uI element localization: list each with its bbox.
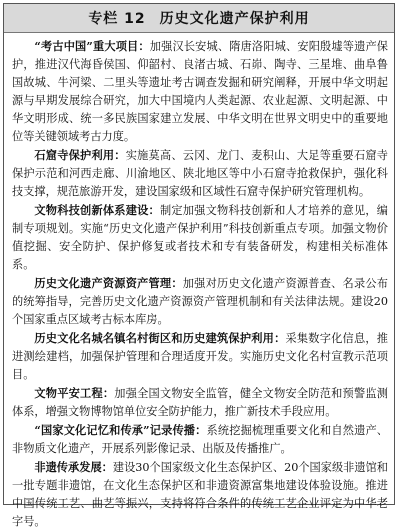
paragraph-text: 实施莫高、云冈、龙门、麦积山、大足等重要石窟寺保护示范和河西走廊、川渝地区、陕北地区等中小石窟寺抢救保护，强化科技支撑，规范旅游开发，建设国家级和区域性石窟寺保护研究管理机构。 [12, 149, 388, 198]
paragraph-resource-management [12, 274, 388, 329]
column-box [3, 3, 395, 528]
paragraph-archaeology [12, 37, 388, 146]
paragraph-text: 系统挖掘梳理重要文化和自然遗产、非物质文化遗产，开展系列影像记录、出版及传播推广。 [12, 424, 388, 455]
paragraph-text: 加强对历史文化遗产资源普查、名录公布的统筹指导，完善历史文化遗产资源资产管理机制和有关法律法规。建设20个国家重点区域考古标本库房。 [12, 277, 388, 326]
paragraph-lead: 石窟寺保护利用： [34, 148, 126, 162]
paragraph-historic-cities [12, 329, 388, 384]
paragraph-lead: 非遗传承发展： [34, 460, 113, 474]
column-title: 历史文化遗产保护利用 [159, 11, 310, 27]
paragraph-lead: 文物平安工程： [34, 386, 115, 400]
paragraph-lead: “国家文化记忆和传承”记录传播： [34, 423, 207, 437]
paragraph-cultural-memory [12, 421, 388, 458]
paragraph-relic-safety [12, 384, 388, 421]
column-body [12, 37, 388, 528]
paragraph-text: 加强汉长安城、隋唐洛阳城、安阳殷墟等遗产保护，推进汉代海昏侯国、仰韶村、良渚古城、石峁、陶寺、三星堆、曲阜鲁国故城、牛河梁、二里头等遗址考古调查发掘和研究阐释，开展中华文明起源与早期发展综合研究，加大中国境内人类起源、农业起源、文明起源、中华文明形成、统一多民族国家建立发展、中华文明在世界文明史中的重要地位等关键领域考古力度。 [12, 40, 388, 143]
paragraph-lead: “考古中国”重大项目： [34, 39, 150, 53]
paragraph-intangible-heritage [12, 458, 388, 531]
paragraph-lead: 历史文化遗产资源资产管理： [34, 276, 183, 290]
paragraph-lead: 文物科技创新体系建设： [34, 203, 160, 217]
paragraph-tech-innovation [12, 201, 388, 274]
paragraph-text: 加强全国文物安全监管，健全文物安全防范和预警监测体系，增强文物博物馆单位安全防护能力，推广新技术手段应用。 [12, 387, 388, 418]
paragraph-grottoes [12, 146, 388, 201]
column-number: 专栏 12 [88, 11, 146, 27]
paragraph-lead: 历史文化名城名镇名村街区和历史建筑保护利用： [34, 331, 286, 345]
column-header [4, 4, 394, 33]
paragraph-text: 建设30个国家级文化生态保护区、20个国家级非遗馆和一批专题非遗馆，在文化生态保护区和非遗资源富集地建设体验设施。推进中国传统工艺、曲艺等振兴，支持将符合条件的传统工艺企业评定为中华老字号。 [12, 461, 388, 528]
paragraph-text: 制定加强文物科技创新和人才培养的意见，编制专项规划。实施“历史文化遗产保护利用”科技创新重点专项。加强文物价值挖掘、安全防护、保护修复或者技术和专有装备研发，构建相关标准体系。 [12, 204, 388, 271]
paragraph-text: 采集数字化信息，推进测绘建档，加强保护管理和合理适度开发。实施历史文化名村宣教示范项目。 [12, 332, 388, 381]
